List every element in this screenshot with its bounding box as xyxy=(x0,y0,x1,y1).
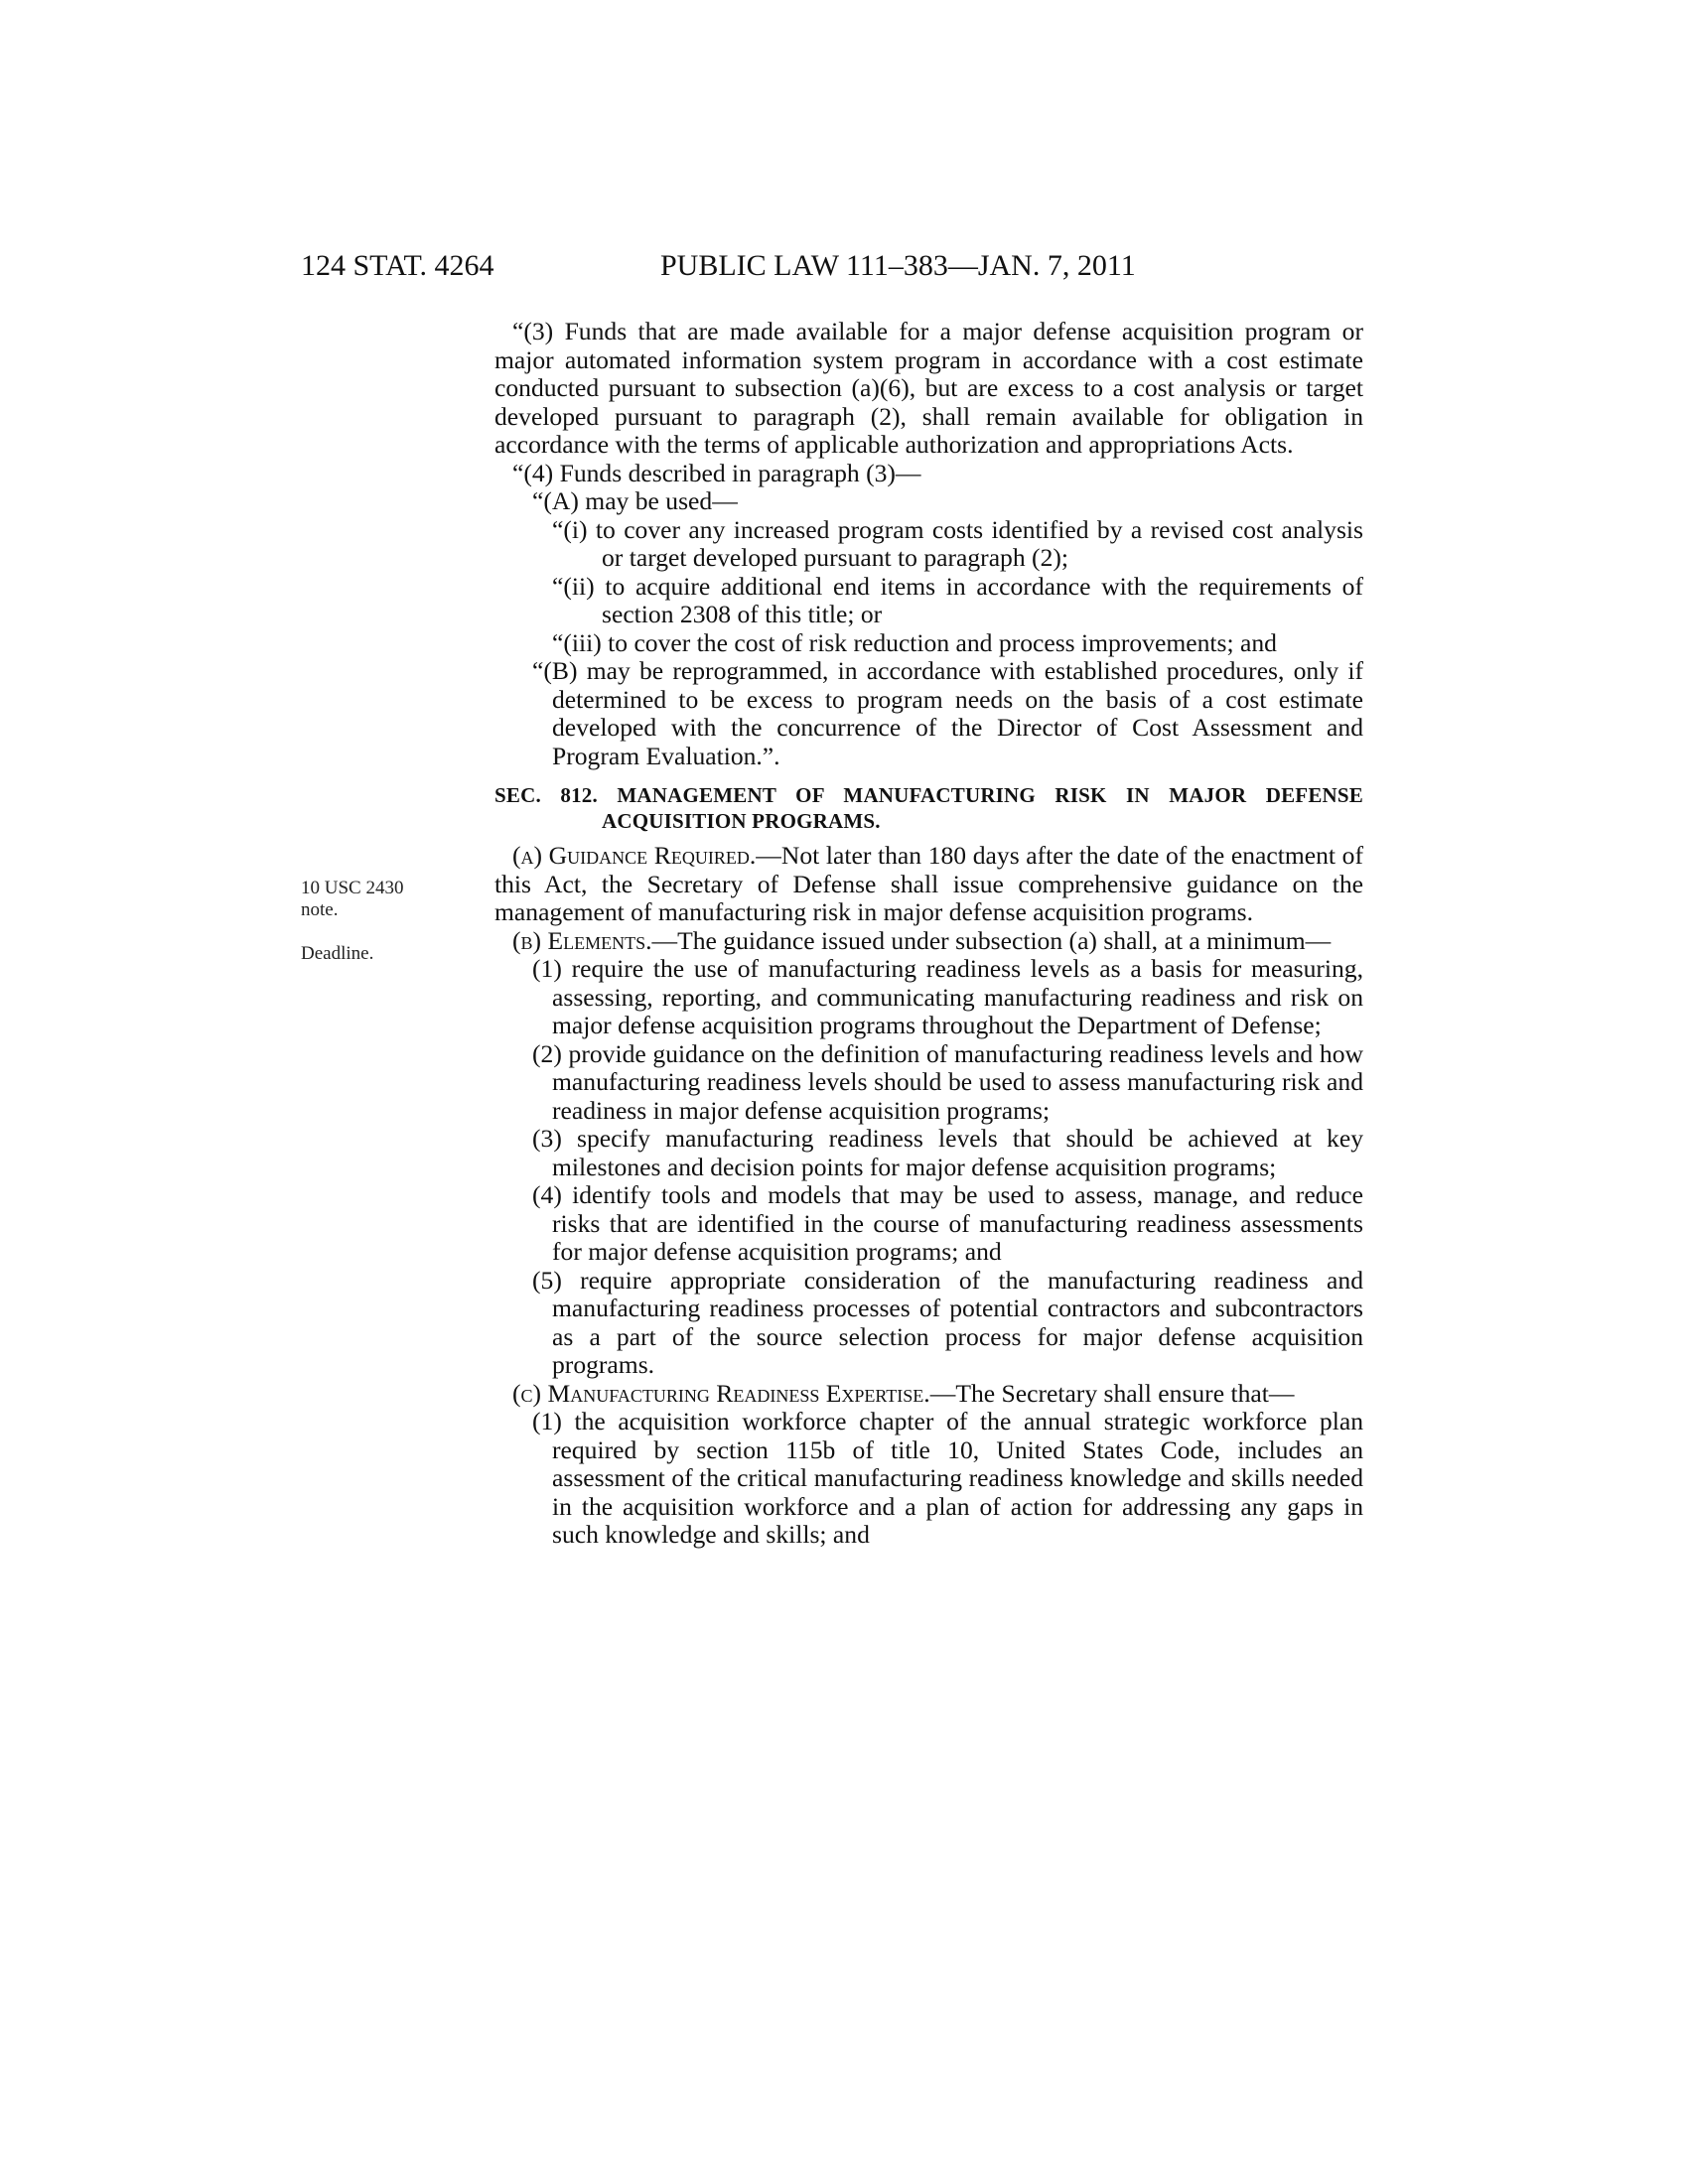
subsection-a-label: (a) Guidance Required. xyxy=(512,841,757,870)
element-2: (2) provide guidance on the definition of manufacturing readiness levels and how manufacturing readiness levels should be used to assess manufacturing risk and readiness in major defense acquisition programs; xyxy=(532,1038,1363,1125)
subsection-c xyxy=(494,1380,1363,1409)
subsection-b-label: (b) Elements. xyxy=(512,925,652,955)
clause-4-a-ii: “(ii) to acquire additional end items in accordance with the requirements of section 2308 of this title; or xyxy=(552,571,1363,628)
clause-4-a-i: “(i) to cover any increased program costs identified by a revised cost analysis or target developed pursuant to paragraph (2); xyxy=(552,514,1363,572)
subsection-b-text: —The guidance issued under subsection (a) shall, at a minimum— xyxy=(651,925,1332,955)
paragraph-4-b: “(B) may be reprogrammed, in accordance with established procedures, only if determined to be excess to program needs on the basis of a cost estimate developed with the concurrence of the Director of Cost Assessment and Program Evaluation.”. xyxy=(532,656,1363,770)
expertise-1: (1) the acquisition workforce chapter of the annual strategic workforce plan required by section 115b of title 10, United States Code, includes an assessment of the critical manufacturing readiness knowledge and skills needed in the acquisition workforce and a plan of action for addressing any gaps in such knowledge and skills; and xyxy=(532,1407,1363,1549)
element-5: (5) require appropriate consideration of the manufacturing readiness and manufacturing readiness processes of potential contractors and subcontractors as a part of the source selection process for major defense acquisition programs. xyxy=(532,1265,1363,1379)
page-header xyxy=(301,246,1363,286)
document-body xyxy=(494,318,1363,1550)
subsection-b xyxy=(494,927,1363,956)
clause-4-a-iii: “(iii) to cover the cost of risk reduction and process improvements; and xyxy=(552,627,1277,657)
paragraph-4: “(4) Funds described in paragraph (3)— xyxy=(512,458,921,487)
law-title: PUBLIC LAW 111–383—JAN. 7, 2011 xyxy=(660,249,1136,282)
paragraph-3: “(3) Funds that are made available for a major defense acquisition program or major automated information system program in accordance with a cost estimate conducted pursuant to subsection (a)(6), but are excess to a cost analysis or target developed pursuant to paragraph (2), shall remain available for obligation in accordance with the terms of applicable authorization and appropriations Acts. xyxy=(494,317,1363,459)
usc-note: note. xyxy=(301,899,339,920)
margin-note-deadline: Deadline. xyxy=(301,943,374,964)
stat-page-number: 124 STAT. 4264 xyxy=(301,249,494,282)
usc-citation: 10 USC 2430 xyxy=(301,878,404,898)
section-heading: SEC. 812. MANAGEMENT OF MANUFACTURING RISK IN MAJOR DEFENSE ACQUISITION PROGRAMS. xyxy=(494,783,1363,833)
subsection-a-text: —Not later than 180 days after the date of the enactment of this Act, the Secretary of Defense shall issue comprehensive guidance on the management of manufacturing risk in major defense acquisition programs. xyxy=(494,841,1363,926)
subsection-a xyxy=(494,842,1363,927)
subsection-c-label: (c) Manufacturing Readiness Expertise. xyxy=(512,1378,930,1408)
margin-note-usc xyxy=(301,878,420,921)
subsection-c-text: —The Secretary shall ensure that— xyxy=(929,1378,1295,1408)
element-3: (3) specify manufacturing readiness levels that should be achieved at key milestones and decision points for major defense acquisition programs; xyxy=(532,1124,1363,1181)
paragraph-4-a: “(A) may be used— xyxy=(532,486,738,515)
element-1: (1) require the use of manufacturing readiness levels as a basis for measuring, assessing, reporting, and communicating manufacturing readiness and risk on major defense acquisition programs throughout the Department of Defense; xyxy=(532,954,1363,1039)
element-4: (4) identify tools and models that may be used to assess, manage, and reduce risks that are identified in the course of manufacturing readiness assessments for major defense acquisition programs; and xyxy=(532,1180,1363,1266)
